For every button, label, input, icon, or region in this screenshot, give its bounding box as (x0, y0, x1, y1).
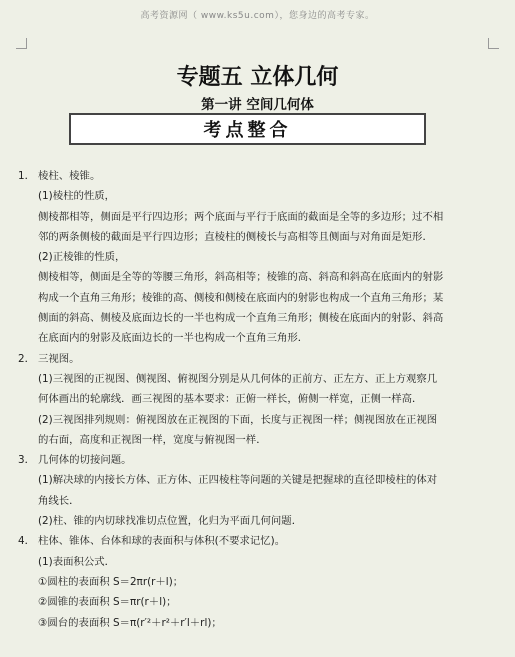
text-line (18, 369, 504, 389)
text-line (18, 511, 504, 531)
text-line (18, 328, 504, 348)
section-number: 2． (18, 352, 36, 365)
section-heading (18, 450, 504, 470)
line-text: (1)表面积公式． (38, 555, 116, 568)
line-text: 几何体的切接问题。 (38, 454, 132, 467)
line-text: (2)三视图排列规则：俯视图放在正视图的下面，长度与正视图一样；侧视图放在正视图 (38, 413, 438, 426)
document-body (18, 166, 504, 633)
section-heading (18, 349, 504, 369)
line-text: ①圆柱的表面积 S＝2πr(r＋l)； (38, 575, 184, 588)
line-text: 角线长． (38, 494, 80, 507)
line-text: 在底面内的射影及底面边长的一半也构成一个直角三角形． (38, 332, 309, 345)
text-line (18, 186, 504, 206)
text-line (18, 410, 504, 430)
corner-mark-right (488, 38, 499, 49)
text-line (18, 470, 504, 490)
text-line (18, 288, 504, 308)
line-text: 构成一个直角三角形；棱锥的高、侧棱和侧棱在底面内的射影也构成一个直角三角形；某 (38, 291, 444, 304)
line-text: 三视图。 (38, 352, 80, 365)
line-text: ②圆锥的表面积 S＝πr(r＋l)； (38, 596, 177, 609)
page-header: 高考资源网（ www.ks5u.com），您身边的高考专家。 (140, 11, 375, 21)
text-line (18, 267, 504, 287)
line-text: 柱体、锥体、台体和球的表面积与体积(不要求记忆)。 (38, 535, 286, 548)
section-number: 1． (18, 170, 36, 182)
line-text: 侧面的斜高、侧棱及底面边长的一半也构成一个直角三角形；侧棱在底面内的射影、斜高 (38, 312, 444, 325)
section-heading (18, 166, 504, 186)
line-text: (2)柱、锥的内切球找准切点位置，化归为平面几何问题． (38, 515, 303, 528)
line-text: 的右面，高度和正视图一样，宽度与俯视图一样． (38, 433, 267, 446)
line-text: (1)三视图的正视图、侧视图、俯视图分别是从几何体的正前方、正左方、正上方观察几 (38, 372, 438, 385)
corner-mark-left (16, 38, 27, 49)
section-number: 4． (18, 535, 36, 548)
line-text: (1)解决球的内接长方体、正方体、正四棱柱等问题的关键是把握球的直径即棱柱的体对 (38, 474, 438, 487)
text-line (18, 613, 504, 633)
section-banner-label: 考点整合 (203, 120, 292, 141)
line-text: 邻的两条侧棱的截面是平行四边形；直棱柱的侧棱长与高相等且侧面与对角面是矩形． (38, 230, 433, 243)
line-text: 何体画出的轮廓线．画三视图的基本要求：正俯一样长，俯侧一样宽，正侧一样高． (38, 393, 423, 406)
line-text: ③圆台的表面积 S＝π(r′²＋r²＋r′l＋rl)； (38, 616, 222, 629)
text-line (18, 592, 504, 612)
section-heading (18, 531, 504, 551)
line-text: 棱柱、棱锥。 (38, 170, 101, 182)
text-line (18, 552, 504, 572)
section-banner (69, 113, 426, 145)
page-subtitle: 第一讲 空间几何体 (201, 97, 314, 113)
line-text: (1)棱柱的性质， (38, 190, 116, 203)
line-text: 侧棱相等，侧面是全等的等腰三角形，斜高相等；棱锥的高、斜高和斜高在底面内的射影 (38, 271, 444, 284)
text-line (18, 389, 504, 409)
page-title: 专题五 立体几何 (176, 64, 339, 90)
line-text: (2)正棱锥的性质， (38, 251, 126, 264)
text-line (18, 308, 504, 328)
section-number: 3． (18, 454, 36, 467)
text-line (18, 227, 504, 247)
text-line (18, 430, 504, 450)
text-line (18, 247, 504, 267)
text-line (18, 207, 504, 227)
line-text: 侧棱都相等，侧面是平行四边形；两个底面与平行于底面的截面是全等的多边形；过不相 (38, 210, 444, 223)
text-line (18, 572, 504, 592)
text-line (18, 491, 504, 511)
